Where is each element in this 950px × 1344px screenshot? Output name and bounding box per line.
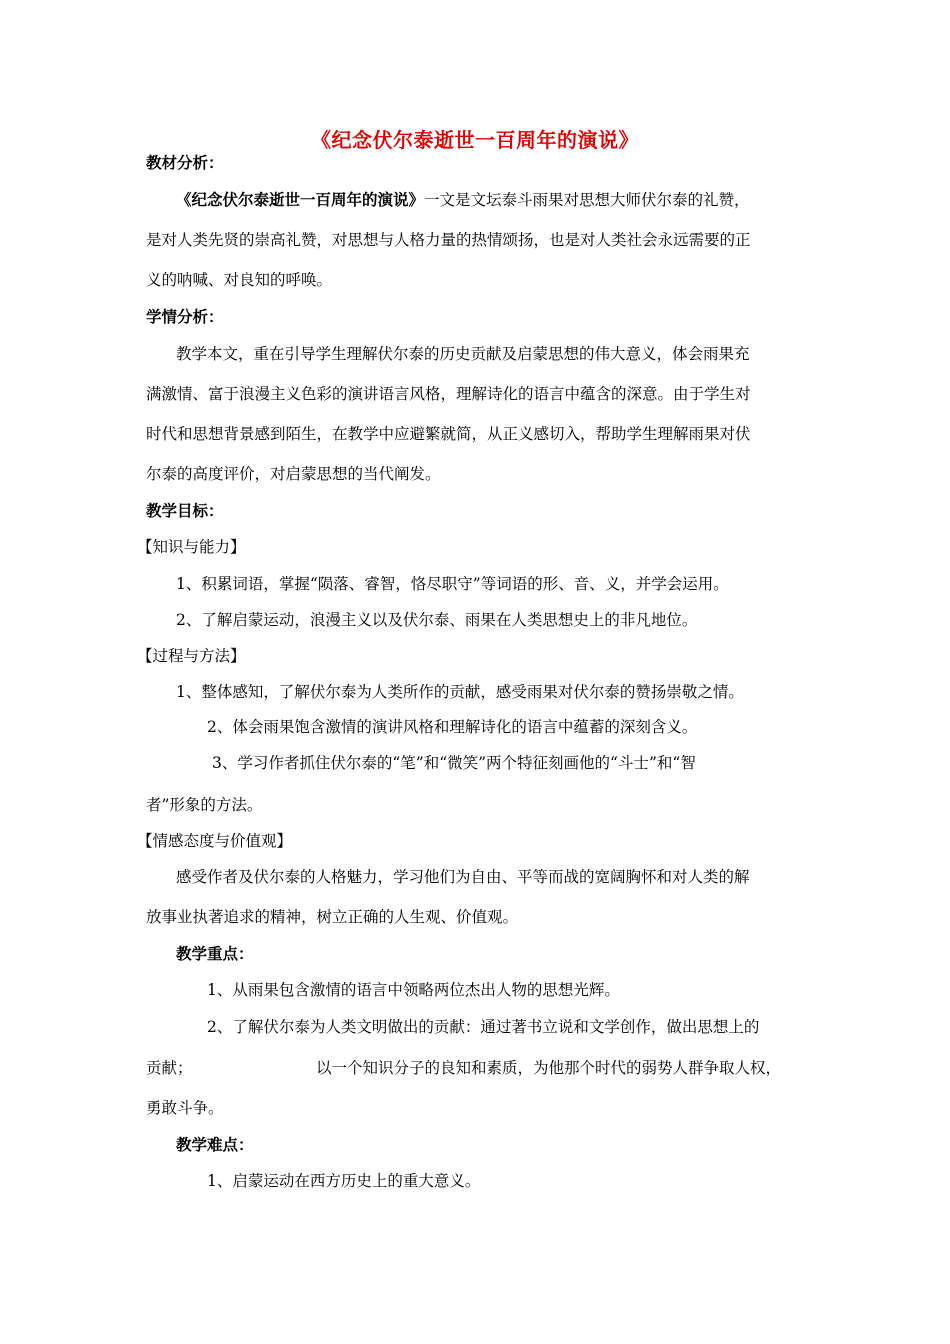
subheading-process: 【过程与方法】 bbox=[137, 647, 246, 665]
paragraph-line: 感受作者及伏尔泰的人格魅力，学习他们为自由、平等而战的宽阔胸怀和对人类的解 bbox=[176, 868, 750, 886]
text-span: 一文是文坛泰斗雨果对思想大师伏尔泰的礼赞， bbox=[424, 191, 750, 209]
list-item: 1、启蒙运动在西方历史上的重大意义。 bbox=[207, 1172, 481, 1190]
list-item-continued: 者”形象的方法。 bbox=[146, 796, 263, 814]
paragraph-line: 义的呐喊、对良知的呼唤。 bbox=[146, 271, 333, 289]
list-item: 2、体会雨果饱含激情的演讲风格和理解诗化的语言中蕴蓄的深刻含义。 bbox=[207, 718, 698, 736]
paragraph-line: 尔泰的高度评价，对启蒙思想的当代阐发。 bbox=[146, 465, 441, 483]
heading-teaching-goals: 教学目标： bbox=[146, 501, 224, 520]
list-item: 3、学习作者抓住伏尔泰的“笔”和“微笑”两个特征刻画他的“斗士”和“智 bbox=[212, 754, 696, 772]
heading-textbook-analysis: 教材分析： bbox=[146, 153, 224, 172]
paragraph-line bbox=[176, 189, 750, 211]
heading-student-analysis: 学情分析： bbox=[146, 307, 224, 326]
document-title: 《纪念伏尔泰逝世一百周年的演说》 bbox=[311, 128, 639, 152]
paragraph-line: 是对人类先贤的崇高礼赞，对思想与人格力量的热情颂扬，也是对人类社会永远需要的正 bbox=[146, 231, 751, 249]
list-item: 2、了解伏尔泰为人类文明做出的贡献：通过著书立说和文学创作，做出思想上的 bbox=[207, 1018, 760, 1036]
subheading-knowledge: 【知识与能力】 bbox=[137, 538, 246, 556]
list-item: 2、了解启蒙运动，浪漫主义以及伏尔泰、雨果在人类思想史上的非凡地位。 bbox=[176, 611, 698, 629]
heading-key-points: 教学重点： bbox=[176, 944, 254, 963]
paragraph-line: 时代和思想背景感到陌生，在教学中应避繁就简，从正义感切入，帮助学生理解雨果对伏 bbox=[146, 425, 751, 443]
list-item: 1、积累词语，掌握“陨落、睿智，恪尽职守”等词语的形、音、义，并学会运用。 bbox=[176, 575, 729, 593]
list-item-continued: 以一个知识分子的良知和素质，为他那个时代的弱势人群争取人权， bbox=[316, 1059, 782, 1077]
list-item: 1、整体感知，了解伏尔泰为人类所作的贡献，感受雨果对伏尔泰的赞扬崇敬之情。 bbox=[176, 683, 744, 701]
subheading-emotion: 【情感态度与价值观】 bbox=[137, 832, 293, 850]
bold-title-ref: 《纪念伏尔泰逝世一百周年的演说》 bbox=[176, 190, 425, 209]
heading-difficulties: 教学难点： bbox=[176, 1135, 254, 1154]
paragraph-line: 满激情、富于浪漫主义色彩的演讲语言风格，理解诗化的语言中蕴含的深意。由于学生对 bbox=[146, 385, 751, 403]
paragraph-line: 教学本文，重在引导学生理解伏尔泰的历史贡献及启蒙思想的伟大意义，体会雨果充 bbox=[176, 345, 750, 363]
list-item-continued: 贡献； bbox=[146, 1059, 193, 1077]
list-item-continued: 勇敢斗争。 bbox=[146, 1099, 224, 1117]
paragraph-line: 放事业执著追求的精神，树立正确的人生观、价值观。 bbox=[146, 908, 519, 926]
list-item: 1、从雨果包含激情的语言中领略两位杰出人物的思想光辉。 bbox=[207, 981, 620, 999]
